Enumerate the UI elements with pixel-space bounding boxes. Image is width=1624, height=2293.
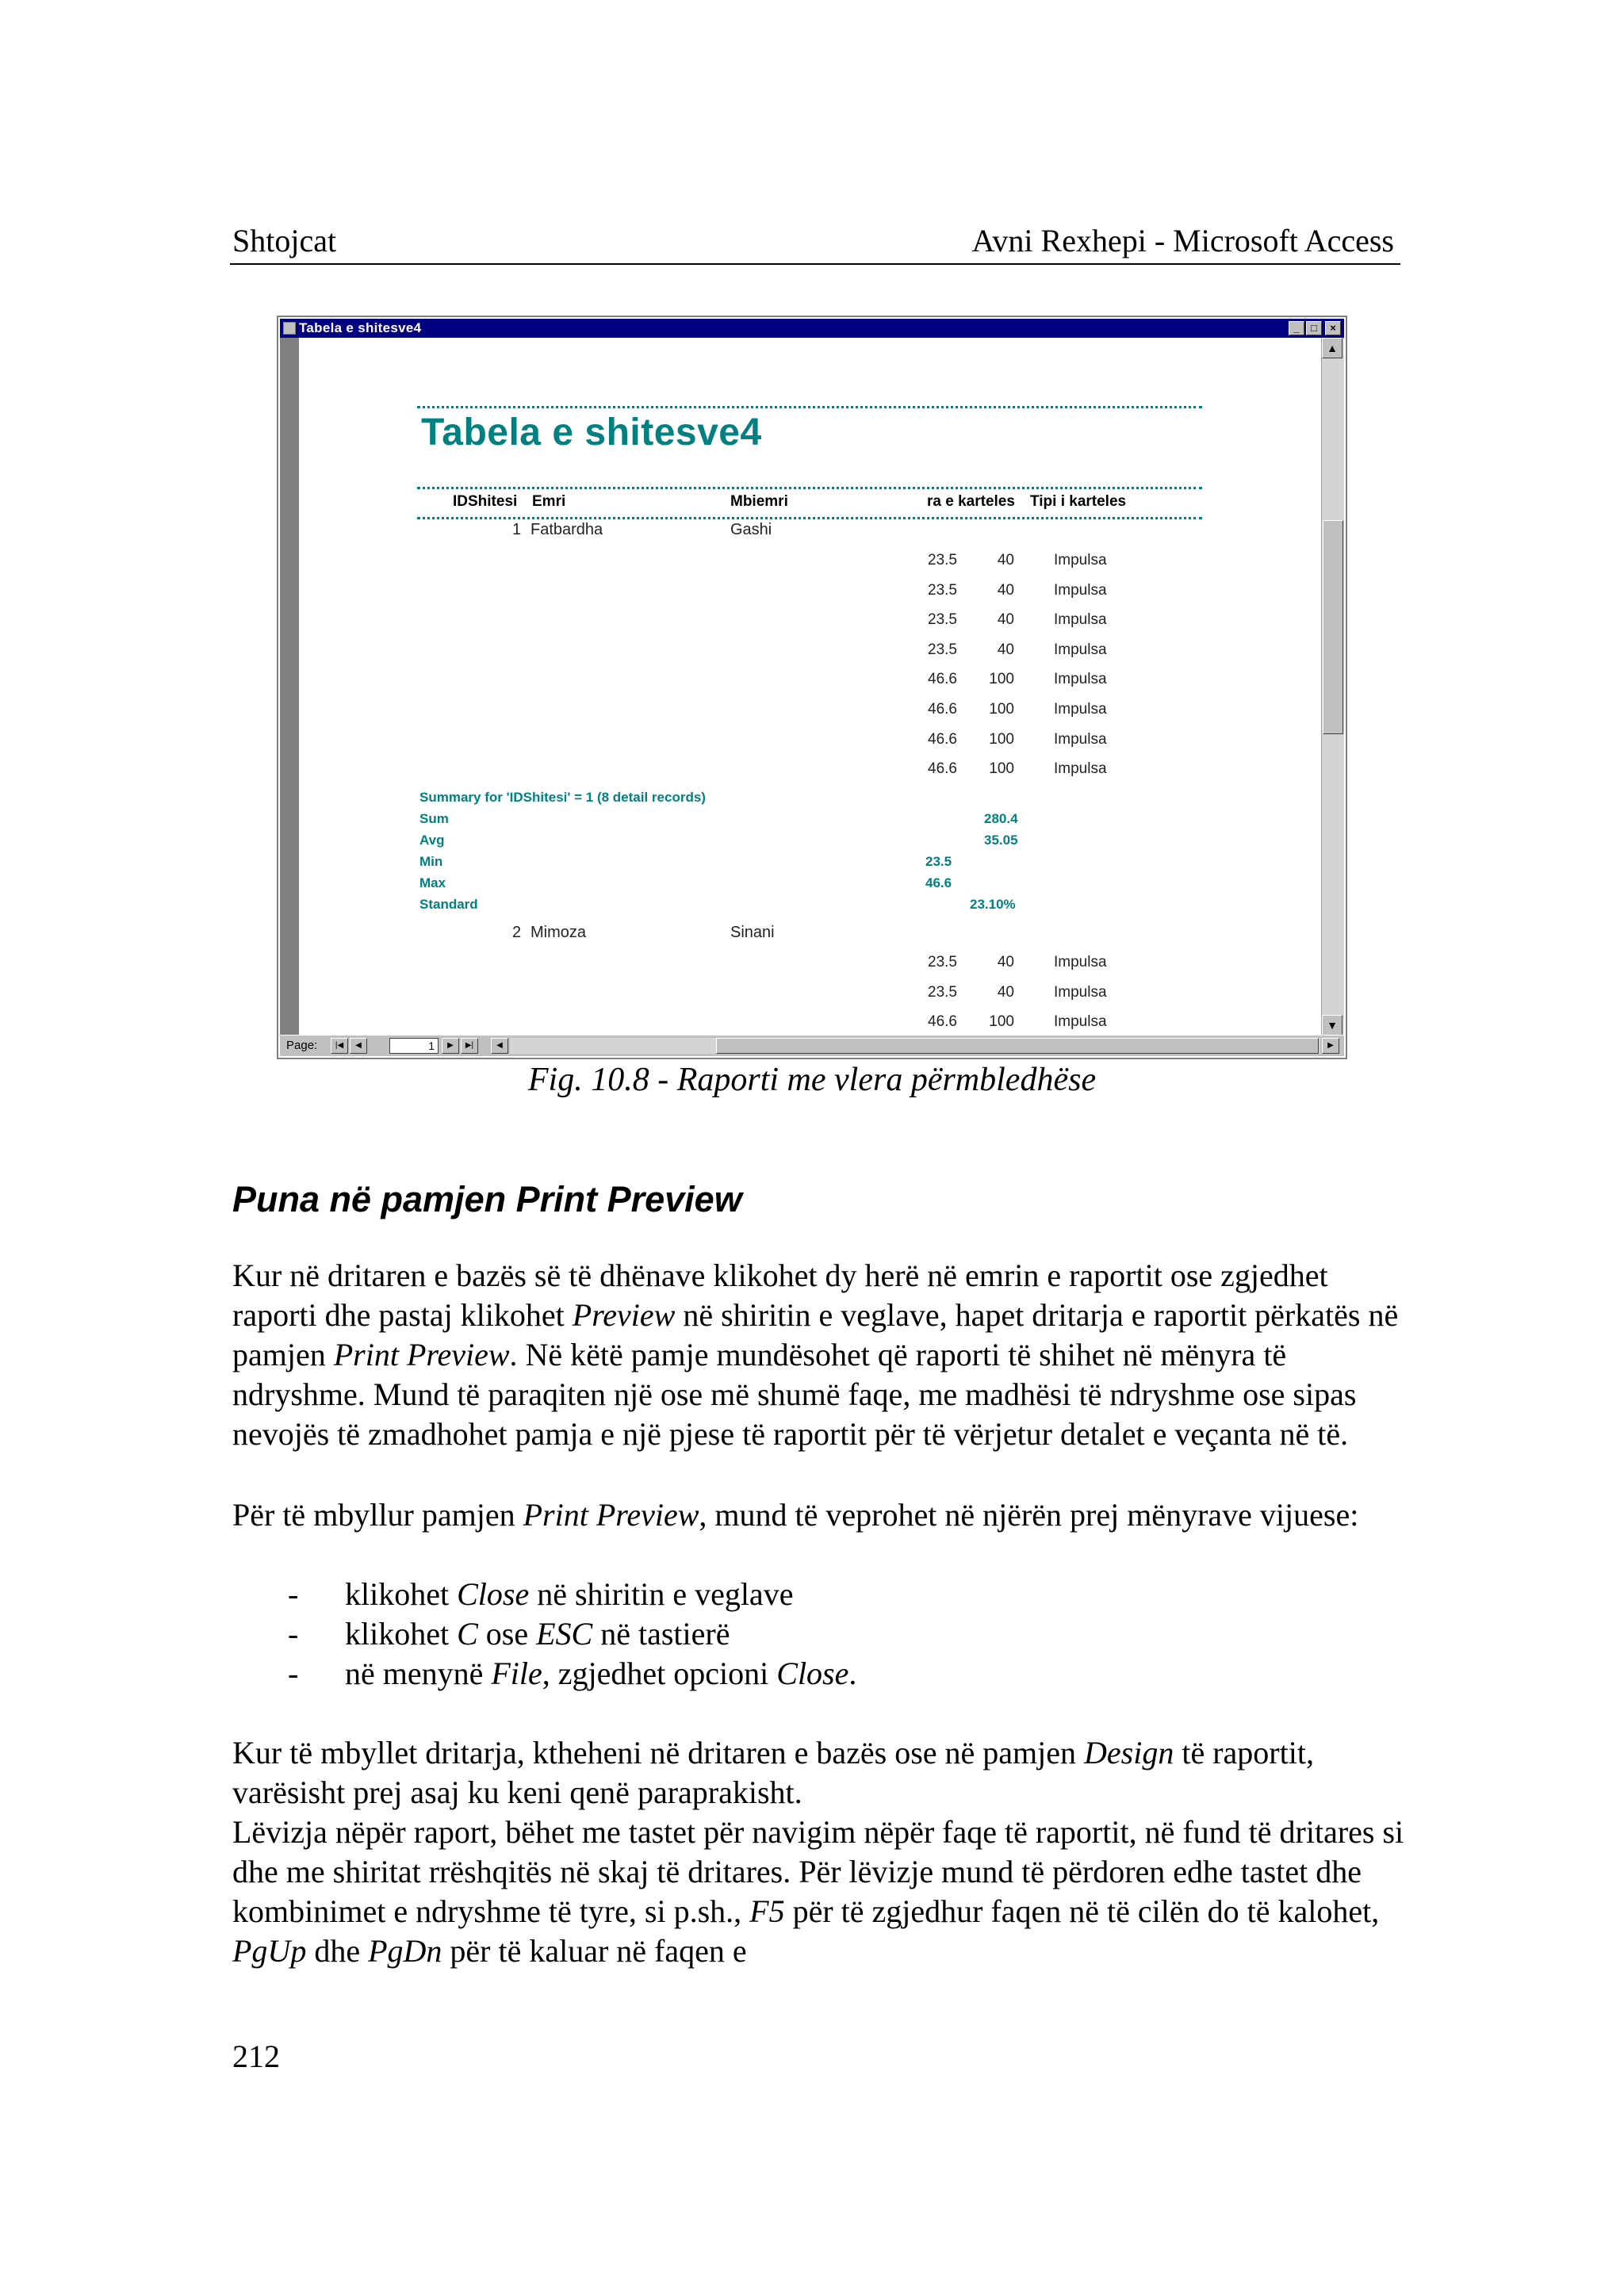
record-navigation-bar (280, 1035, 1344, 1056)
paragraph-2: Për të mbyllur pamjen Print Preview, mund të veprohet në njërën prej mënyrave vijuese: (232, 1497, 1359, 1533)
cell-vlera: 46.6 (928, 730, 957, 748)
cell-numri: 40 (997, 641, 1014, 658)
horizontal-scroll-thumb[interactable] (716, 1038, 1319, 1054)
cell-vlera: 23.5 (928, 611, 957, 629)
summary-std-label: Standard (419, 897, 478, 912)
cell-vlera: 46.6 (928, 671, 957, 688)
scroll-right-icon[interactable]: ▶ (1322, 1038, 1339, 1054)
header-bottom-border (417, 517, 1202, 519)
group-id: 1 (512, 521, 522, 538)
header-top-border (417, 487, 1202, 489)
summary-title: Summary for 'IDShitesi' = 1 (8 detail records) (419, 790, 706, 805)
page-number-input[interactable]: 1 (389, 1038, 439, 1054)
column-header-emri: Emri (532, 493, 566, 510)
close-button[interactable]: × (1325, 321, 1341, 335)
cell-vlera: 23.5 (928, 581, 957, 599)
horizontal-scrollbar[interactable] (510, 1038, 1320, 1054)
title-top-border (417, 406, 1202, 408)
summary-avg-value: 35.05 (984, 833, 1018, 848)
cell-vlera: 23.5 (928, 954, 957, 970)
summary-min-value: 23.5 (925, 854, 952, 869)
summary-sum-label: Sum (419, 811, 449, 826)
preview-margin (280, 338, 299, 1035)
column-header-mbiemri: Mbiemri (730, 493, 788, 510)
cell-tipi: Impulsa (1054, 730, 1107, 748)
paragraph-1: Kur në dritaren e bazës së të dhënave klikohet dy herë në emrin e raportit ose zgjedhet raporti dhe pastaj klikohet Preview në shiritin e veglave, hapet dritarja e raportit përkatës në pamjen Print Preview. Në këtë pamje mundësohet që raporti të shihet në mënyra të ndryshme. Mund të paraqiten një ose më shumë faqe, me madhësi të ndryshme ose sipas nevojës të zmadhohet pamja e një pjese të raportit për të vërjetur detalet e veçanta në të. (232, 1258, 1399, 1452)
cell-tipi: Impulsa (1054, 671, 1107, 688)
header-rule (230, 263, 1400, 265)
summary-min-label: Min (419, 854, 443, 869)
cell-tipi: Impulsa (1054, 641, 1107, 658)
cell-numri: 100 (989, 730, 1014, 748)
section-heading: Puna në pamjen Print Preview (232, 1179, 742, 1219)
cell-numri: 40 (997, 954, 1014, 970)
running-header-right: Avni Rexhepi - Microsoft Access (971, 223, 1394, 258)
cell-numri: 40 (997, 581, 1014, 599)
report-window-icon (283, 322, 296, 335)
last-page-icon[interactable]: ▶| (461, 1038, 478, 1054)
summary-std-value: 23.10% (970, 897, 1016, 912)
cell-tipi: Impulsa (1054, 983, 1107, 1001)
summary-avg-label: Avg (419, 833, 445, 848)
vertical-scroll-thumb[interactable] (1323, 520, 1343, 734)
minimize-button[interactable]: _ (1289, 321, 1304, 335)
vertical-scrollbar[interactable] (1321, 338, 1344, 1035)
cell-numri: 40 (997, 611, 1014, 629)
paragraph-3: Kur të mbyllet dritarja, ktheheni në dritaren e bazës ose në pamjen Design të raportit, varësisht prej asaj ku keni qenë paraprakisht. (232, 1735, 1314, 1810)
first-page-icon[interactable]: |◀ (331, 1038, 348, 1054)
prev-page-icon[interactable]: ◀ (350, 1038, 367, 1054)
cell-tipi: Impulsa (1054, 701, 1107, 718)
cell-numri: 40 (997, 983, 1014, 1001)
group-emri: Mimoza (530, 924, 587, 941)
scroll-up-icon[interactable]: ▲ (1322, 338, 1342, 358)
column-header-tipi: Tipi i karteles (1030, 493, 1127, 510)
print-preview-window (277, 316, 1347, 1059)
cell-numri: 100 (989, 1013, 1014, 1031)
summary-max-value: 46.6 (925, 875, 952, 890)
cell-vlera: 23.5 (928, 552, 957, 568)
window-title: Tabela e shitesve4 (299, 320, 422, 335)
cell-vlera: 23.5 (928, 983, 957, 1001)
cell-tipi: Impulsa (1054, 760, 1107, 778)
running-header-left: Shtojcat (232, 223, 337, 258)
cell-numri: 100 (989, 760, 1014, 778)
cell-tipi: Impulsa (1054, 581, 1107, 599)
cell-numri: 40 (997, 552, 1014, 568)
cell-tipi: Impulsa (1054, 1013, 1107, 1031)
cell-vlera: 46.6 (928, 701, 957, 718)
column-header-idshitesi: IDShitesi (453, 493, 518, 510)
cell-tipi: Impulsa (1054, 954, 1107, 970)
cell-vlera: 46.6 (928, 760, 957, 778)
group-emri: Fatbardha (530, 521, 603, 538)
paragraph-4: Lëvizja nëpër raport, bëhet me tastet për navigim nëpër faqe të raportit, në fund të dritares si dhe me shiritat rrëshqitës në skaj të dritares. Për lëvizje mund të përdoren edhe tastet dhe kombinimet e ndryshme të tyre, si p.sh., F5 për të zgjedhur faqen në të cilën do të kalohet, PgUp dhe PgDn për të kaluar në faqen e (232, 1814, 1404, 1969)
scroll-down-icon[interactable]: ▼ (1322, 1015, 1342, 1035)
cell-numri: 100 (989, 671, 1014, 688)
cell-vlera: 46.6 (928, 1013, 957, 1031)
column-header-vlera: ra e karteles (927, 493, 1015, 510)
page-label: Page: (286, 1039, 318, 1052)
cell-numri: 100 (989, 701, 1014, 718)
report-title: Tabela e shitesve4 (421, 412, 762, 454)
group-mbiemri: Sinani (730, 924, 775, 941)
cell-tipi: Impulsa (1054, 552, 1107, 568)
next-page-icon[interactable]: ▶ (442, 1038, 459, 1054)
scroll-left-icon[interactable]: ◀ (491, 1038, 508, 1054)
summary-max-label: Max (419, 875, 446, 890)
summary-sum-value: 280.4 (984, 811, 1018, 826)
figure-caption: Fig. 10.8 - Raporti me vlera përmbledhëse (527, 1062, 1097, 1098)
cell-tipi: Impulsa (1054, 611, 1107, 629)
cell-vlera: 23.5 (928, 641, 957, 658)
window-titlebar[interactable] (280, 319, 1344, 338)
maximize-button[interactable]: □ (1306, 321, 1322, 335)
page-number: 212 (232, 2038, 280, 2074)
group-mbiemri: Gashi (730, 521, 772, 538)
group-id: 2 (512, 924, 522, 941)
